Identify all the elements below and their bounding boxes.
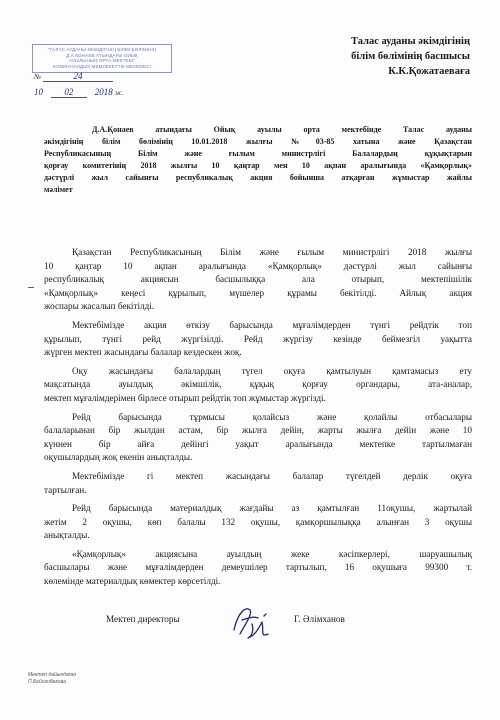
subject-line: мәлімет (44, 185, 73, 194)
body-paragraph (44, 470, 472, 497)
stamp-line: "ТАЛАС АУДАНЫ ӘКІМДІГІНІҢ БІЛІМ БӨЛІМІНІҢ (47, 47, 157, 52)
registration-number (34, 71, 113, 82)
signatory-name: Г. Әлімханов (294, 614, 345, 624)
body-line: күннен бір айға дейінгі уақыт аралығында мектепке тартылмаған (44, 438, 472, 449)
body-paragraph (44, 319, 472, 360)
stamp-line: Д.А.ҚОНАЕВ АТЫНДАҒЫ ОЙЫҚ (66, 52, 138, 58)
body-line: оқушылардың жоқ екенін анықталды. (44, 452, 193, 463)
body-line: тартылған. (44, 484, 87, 495)
registration-date-year: 2018 (94, 87, 113, 97)
handwritten-signature-icon (228, 600, 276, 642)
executor-note (28, 672, 76, 685)
body-line: балаларынан бір жылдан астам, бір жылға дейін, жарты жылға дейін және 10 (44, 425, 472, 436)
subject-line: дәстүрлі жыл сайынғы республикалық акция бойынша атқарған жұмыстар жайлы (44, 173, 472, 182)
body-line: Қазақстан Республикасының Білім және ғылым министрлігі 2018 жылғы (72, 247, 472, 257)
body-line: құрылып, түнгі рейд жүргізілді. Рейд жүргізу кезінде беймезгіл уақытта (44, 333, 472, 344)
registration-date-suffix: ж. (114, 88, 124, 97)
signature-block (106, 614, 426, 644)
stamp-line: КОММУНАЛДЫҚ МЕМЛЕКЕТТІК МЕКЕМЕСІ (52, 63, 152, 69)
registration-stamp (32, 44, 172, 73)
subject-line: Д.А.Қонаев атындағы Ойық ауылы орта мектебінде Талас ауданы (92, 125, 472, 134)
registration-date-day: 10 (34, 87, 43, 97)
addressee-line: Талас ауданы әкімдігінің (351, 36, 470, 47)
subject-line: әкімдігінің білім бөлімінің 10.01.2018 жылғы №03-85 хатына және Қазақстан (44, 137, 472, 146)
addressee-line: К.К.Қожатаеваға (388, 66, 470, 77)
body-line: басшылары және мұғалімдерден демеушілер тартылып, 16 оқушыға 99300 т. (44, 562, 472, 573)
addressee-line: білім бөлімінің басшысы (351, 51, 470, 62)
body-line: жүрген мектеп жасындағы балалар кездескен жоқ. (44, 347, 242, 358)
executor-line: П.Бейсенбекова (28, 678, 66, 685)
body-line: Мектебімізде акция өткізу барысында мұғалімдерден түнгі рейдтік топ (72, 319, 472, 330)
body-line: көлемінде материалдық көмектер көрсетілді. (44, 576, 221, 587)
executor-line: Мектеп дайындаған (28, 672, 77, 678)
body-line: мектеп мұғалімдерімен бірлесе отырып рейдтік топ жұмыстар жүргізді. (44, 392, 326, 403)
document-subject (44, 124, 472, 196)
body-paragraph (44, 502, 472, 543)
body-line: 10 қаңтар 10 ақпан аралығында «Қамқорлық» дәстүрлі жыл сайынғы (44, 260, 472, 271)
registration-date (34, 87, 123, 98)
body-line: жоспары жасалып бекітілді. (44, 301, 155, 312)
body-line: Оқу жасындағы балалардың түгел оқуға қамтылуын қамтамасыз ету (72, 365, 472, 376)
subject-line: Республикасының Білім және ғылым министрлігі Балалардың құқықтарын (44, 149, 472, 158)
subject-line: қорғау комитетінің 2018 жылғы 10 қаңтар мен 10 ақпан аралығында «Қамқорлық» (44, 161, 472, 170)
signatory-title: Мектеп директоры (106, 614, 180, 624)
body-line: «Қамқорлық» акциясына ауылдың жеке кәсіпкерлері, шаруашылық (72, 548, 472, 559)
registration-date-month: 02 (64, 87, 74, 97)
body-line: анықталды. (44, 530, 90, 541)
body-line: жетім 2 оқушы, көп балалы 132 оқушы, қамқоршылыққа алынған 3 оқушы (44, 516, 472, 527)
body-line: Рейд барысында материалдық жағдайы аз қамтылған 11оқушы, жартылай (72, 503, 472, 514)
body-paragraph (44, 246, 472, 314)
body-paragraph (44, 411, 472, 465)
margin-dash-icon (28, 286, 34, 289)
body-line: республикалық акциясын басшылыққа ала отырып, мектепішілік (44, 274, 472, 285)
document-body (44, 246, 472, 594)
body-paragraph (44, 548, 472, 589)
addressee-block (351, 34, 470, 79)
body-line: мақсатында ауылдық әкімшілік, құқық қорғау органдары, ата-аналар, (44, 379, 472, 390)
body-line: Мектебімізде гі мектеп жасындағы балалар түгелдей дерлік оқуға (72, 470, 472, 481)
body-paragraph (44, 365, 472, 406)
body-line: «Қамқорлық» кеңесі құрылып, мүшелер құрамы бекітілді. Айлық акция (44, 287, 472, 298)
stamp-line: АУЫЛЫНЫҢ ОРТА МЕКТЕБІ" (69, 58, 135, 64)
registration-number-value: 24 (73, 71, 83, 81)
body-line: Рейд барысында тұрмысы қолайсыз және қолайлы отбасылары (72, 411, 472, 422)
registration-number-label: № (34, 72, 42, 81)
